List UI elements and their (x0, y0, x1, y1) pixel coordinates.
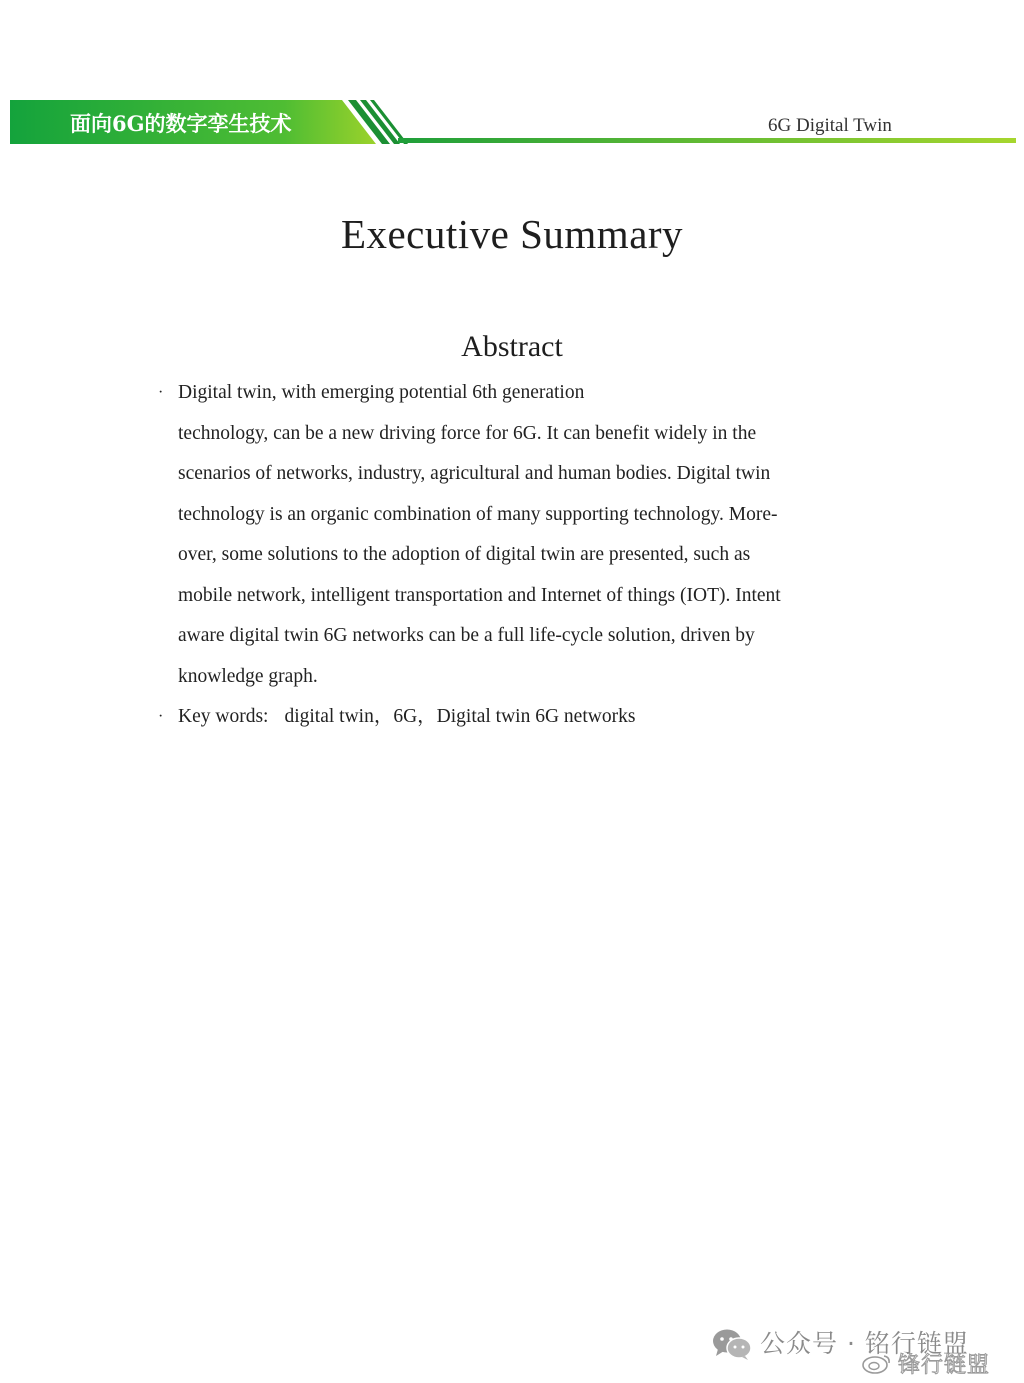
watermark-text: 公众号 · 铭行链盟 (760, 1329, 969, 1358)
abstract-line: aware digital twin 6G networks can be a full life-cycle solution, driven by (178, 625, 755, 646)
abstract-line: over, some solutions to the adoption of digital twin are presented, such as (178, 544, 751, 565)
abstract-line: scenarios of networks, industry, agricultural and human bodies. Digital twin (178, 463, 771, 484)
keywords-bullet (158, 697, 858, 738)
section-title: Abstract (461, 330, 563, 363)
wechat-icon (712, 1328, 752, 1360)
header-title-zh: 面向6G的数字孪生技术 (70, 111, 292, 136)
bullet-dot-icon: · (158, 708, 164, 725)
header-title-en: 6G Digital Twin (768, 115, 892, 136)
abstract-line: mobile network, intelligent transportation and Internet of things (IOT). Intent (178, 584, 781, 606)
abstract-bullet (158, 373, 858, 697)
bullet-dot-icon: · (158, 384, 164, 401)
abstract-line: Digital twin, with emerging potential 6th generation (178, 382, 585, 403)
watermark (712, 1322, 1022, 1378)
abstract-line: technology is an organic combination of many supporting technology. More- (178, 503, 778, 525)
abstract-line: technology, can be a new driving force for 6G. It can benefit widely in the (178, 422, 757, 444)
abstract-line: knowledge graph. (178, 665, 318, 687)
keywords-value: digital twin，6G，Digital twin 6G networks (284, 706, 636, 727)
document-title: Executive Summary (340, 211, 684, 257)
weibo-icon (862, 1354, 892, 1374)
watermark-overlay-text: 锋行链盟 (898, 1353, 991, 1378)
keywords-line (178, 697, 858, 738)
abstract-bullet-list (158, 373, 858, 738)
keywords-label: Key words: (178, 706, 269, 727)
